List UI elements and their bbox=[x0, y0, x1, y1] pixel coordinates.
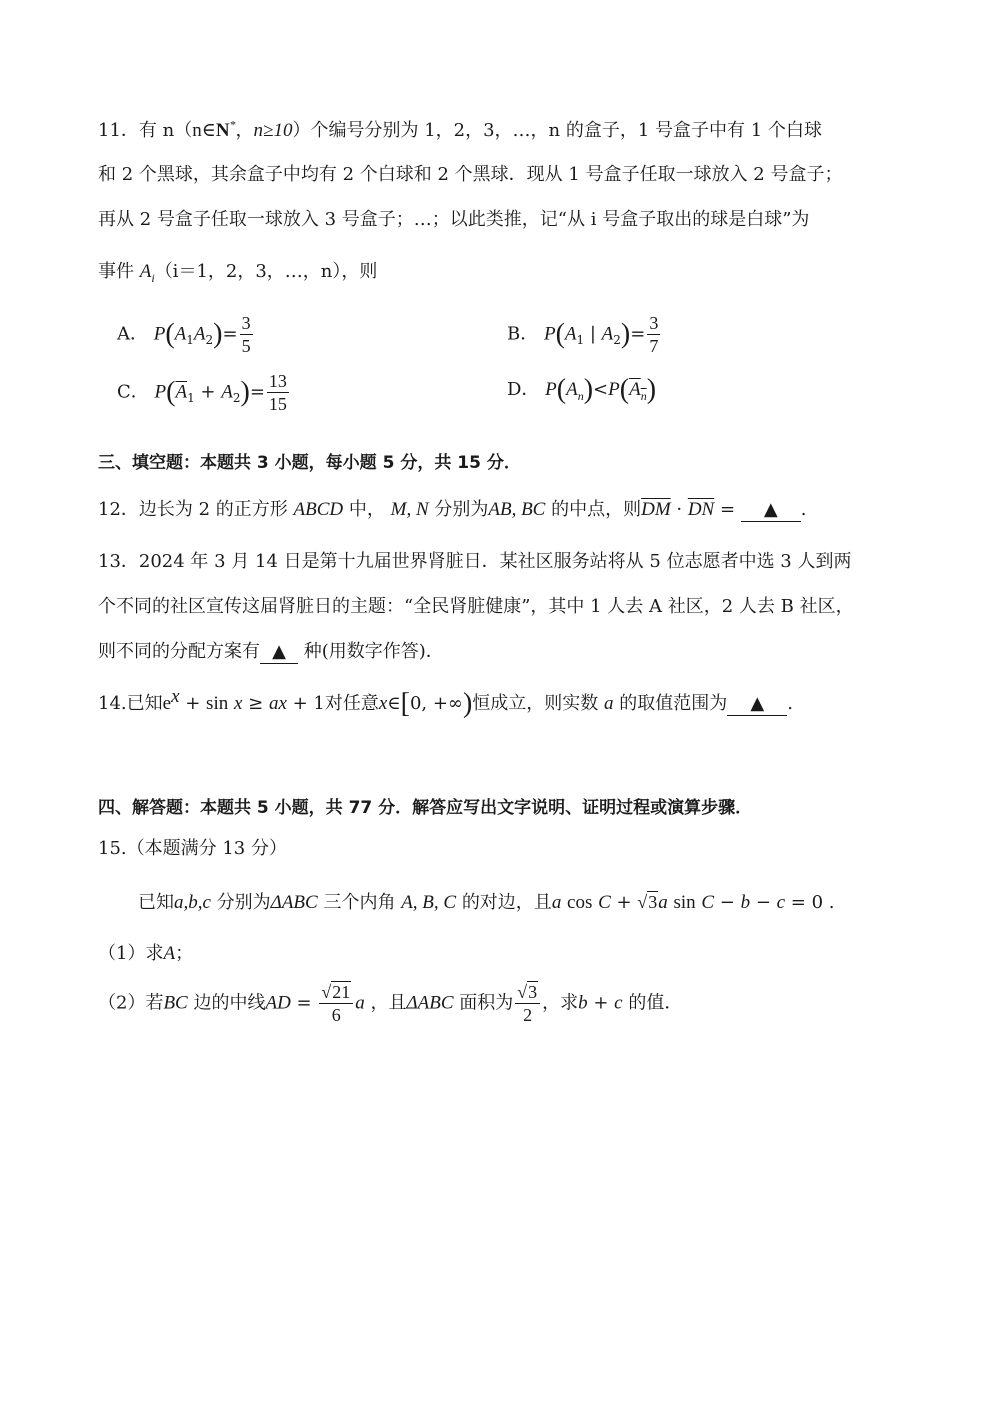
q11-option-b: B． $P(A_1$ | $A_2)=$ $\frac{3}{7}$ bbox=[507, 313, 659, 356]
q13-answer-blank: ▲ bbox=[260, 641, 298, 664]
q14-answer-blank: ▲ bbox=[727, 693, 787, 716]
q11-line-2: 和 2 个黑球，其余盒子中均有 2 个白球和 2 个黑球．现从 1 号盒子任取一球放入 2 号盒子； bbox=[98, 164, 843, 185]
q15-stem: 已知a,b,c 分别为ΔABC 三个内角 A, B, C 的对边，且a cos C + √3a sin C − b − c = 0 . bbox=[138, 892, 835, 913]
q11-line-4: 事件 $A_i(i=1$，2，3，…，n），则 bbox=[98, 261, 378, 285]
q14: 14.已知$e^x + \sin x$ ≥ ax + 1对任意x∈[0, +∞)恒成立，则实数 a 的取值范围为 ▲ . bbox=[98, 686, 793, 719]
q11-option-a: A． $P(A_1A_2)=$ $\frac{3}{5}$ bbox=[117, 313, 251, 356]
option-b-fraction: $\frac{3}{7}$ bbox=[649, 313, 659, 356]
option-a-fraction: $\frac{3}{5}$ bbox=[241, 313, 251, 356]
q13-line-3: 则不同的分配方案有 ▲ 种(用数字作答)． bbox=[98, 641, 444, 662]
q15-part-2: （2）若BC 边的中线AD = $\frac{√21}{6}$ a ，且ΔABC 面积为 $\frac{√3}{2}$ ，求b + c 的值． bbox=[98, 982, 683, 1025]
q13-line-1: 13．2024 年 3 月 14 日是第十九届世界肾脏日．某社区服务站将从 5 位志愿者中选 3 人到两 bbox=[98, 551, 852, 572]
section-3-title: 三、填空题：本题共 3 小题，每小题 5 分，共 15 分． bbox=[98, 453, 521, 473]
q11-condition-2: n≥10 bbox=[253, 120, 293, 141]
q12: 12．边长为 2 的正方形 ABCD 中， M, N 分别为AB, BC 的中点，则$\overline{DM} \cdot \overline{DN}$ = ▲ . bbox=[98, 499, 807, 520]
q12-answer-blank: ▲ bbox=[741, 499, 801, 522]
option-c-fraction: $\frac{13}{15}$ bbox=[268, 371, 287, 414]
q11-line-3: 再从 2 号盒子任取一球放入 3 号盒子；…；以此类推，记“从 i 号盒子取出的球是白球”为 bbox=[98, 209, 810, 230]
q11-condition: n∈N* bbox=[192, 117, 236, 141]
area-fraction: $\frac{√3}{2}$ bbox=[515, 981, 540, 1026]
q13-line-2: 个不同的社区宣传这届肾脏日的主题：“全民肾脏健康”，其中 1 人去 A 社区，2 人去 B 社区， bbox=[98, 596, 854, 617]
section-4-title: 四、解答题：本题共 5 小题，共 77 分．解答应写出文字说明、证明过程或演算步骤． bbox=[98, 798, 753, 818]
q15-part-1: （1）求A； bbox=[98, 943, 194, 964]
q11-number: 11． bbox=[98, 120, 139, 141]
q11-option-d: D． $P(A_n)<P(A_n)$ bbox=[507, 374, 657, 405]
q11-line-1: 11．有 n（n∈N*，n≥10）个编号分别为 1，2，3，…，n 的盒子，1 号盒子中有 1 个白球 bbox=[98, 117, 822, 141]
median-fraction: $\frac{√21}{6}$ bbox=[319, 981, 353, 1026]
q11-option-c: C． $P(\overline{A}_1 + A_2)=$ $\frac{13}{15}$ bbox=[117, 371, 287, 414]
q15-header: 15.（本题满分 13 分） bbox=[98, 838, 287, 859]
